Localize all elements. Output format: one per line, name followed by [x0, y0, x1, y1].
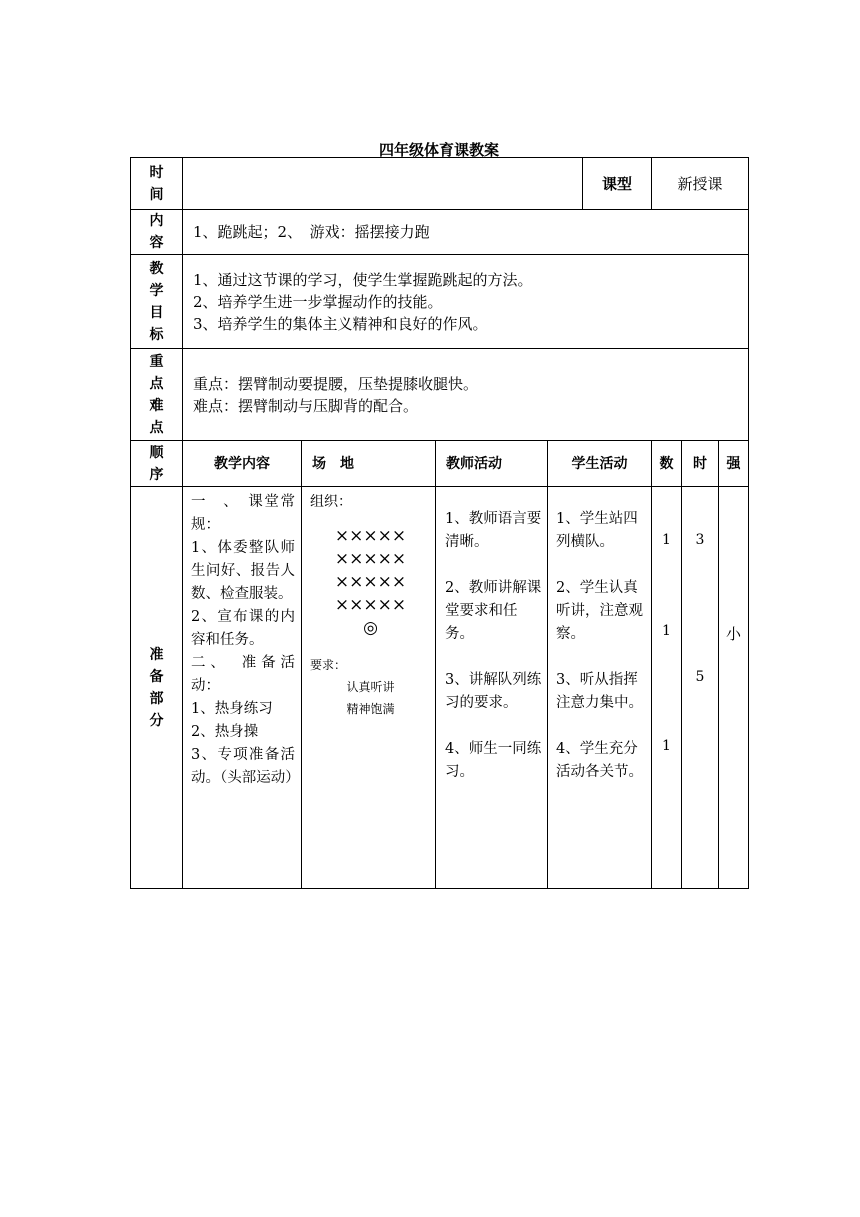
requirements — [310, 676, 431, 720]
content-item: 二、 准备活动： — [191, 655, 295, 694]
content-item: 2、热身操 — [191, 724, 259, 740]
goal-line: 2、培养学生进一步掌握动作的技能。 — [193, 292, 443, 311]
count-value: 1 — [662, 532, 671, 548]
formation-row: ××××× — [334, 572, 407, 592]
student-activity-header: 学生活动 — [548, 441, 652, 487]
student-activity-item: 3、听从指挥注意力集中。 — [556, 672, 643, 711]
prep-teaching-content — [183, 487, 302, 889]
time-value-area — [183, 158, 652, 210]
keypoint-line: 重点：摆臂制动要提腰，压垫提膝收腿快。 — [193, 374, 479, 393]
teacher-activity-item: 1、教师语言要清晰。 — [445, 511, 542, 550]
student-activity-item: 1、学生站四列横队。 — [556, 511, 638, 550]
content-item: 1、热身练习 — [191, 701, 273, 717]
keypoints-label: 重 点 难 点 — [131, 349, 183, 441]
goals-value — [183, 255, 749, 349]
prep-student-activity — [548, 487, 652, 889]
goal-line: 1、通过这节课的学习，使学生掌握跪跳起的方法。 — [193, 270, 533, 289]
student-activity-item: 4、学生充分活动各关节。 — [556, 741, 643, 780]
goals-label: 教 学 目 标 — [131, 255, 183, 349]
goals-row — [131, 255, 749, 349]
requirement-line: 精神饱满 — [346, 702, 395, 716]
prep-label: 准 备 部 分 — [131, 487, 183, 889]
content-label: 内 容 — [131, 210, 183, 255]
intensity-value: 小 — [726, 625, 742, 643]
goal-line: 3、培养学生的集体主义精神和良好的作风。 — [193, 314, 488, 333]
count-value: 1 — [662, 738, 671, 754]
prep-intensity — [719, 487, 749, 889]
requirement-label: 要求： — [310, 658, 347, 672]
teacher-activity-item: 4、师生一同练习。 — [445, 741, 542, 780]
prep-teacher-activity — [436, 487, 548, 889]
prep-time — [682, 487, 719, 889]
time-row — [131, 158, 749, 210]
time-value — [183, 158, 582, 209]
content-row — [131, 210, 749, 255]
teacher-activity-header: 教师活动 — [436, 441, 548, 487]
content-item: 2、宣布课的内容和任务。 — [191, 609, 295, 648]
prep-count — [652, 487, 682, 889]
time-value: 3 — [695, 532, 705, 548]
content-item: 3、专项准备活动。（头部运动） — [191, 747, 300, 786]
formation-row: ××××× — [334, 595, 407, 615]
count-value: 1 — [662, 623, 671, 639]
lesson-plan-table — [130, 157, 749, 889]
teacher-activity-item: 3、讲解队列练习的要求。 — [445, 672, 542, 711]
keypoints-row — [131, 349, 749, 441]
requirement-line: 认真听讲 — [346, 680, 395, 694]
column-header-row — [131, 441, 749, 487]
content-item: 1、体委整队师生问好、报告人数、检查服装。 — [191, 540, 295, 602]
formation — [310, 525, 431, 640]
prep-venue — [302, 487, 436, 889]
venue-header: 场 地 — [302, 441, 436, 487]
keypoint-line: 难点：摆臂制动与压脚背的配合。 — [193, 396, 419, 415]
content-item: 一 、 课堂常规： — [191, 494, 295, 533]
lesson-type-value: 新授课 — [652, 158, 749, 210]
teacher-position-mark: ◎ — [363, 618, 378, 638]
time-label: 时 间 — [131, 158, 183, 210]
time-value: 5 — [695, 669, 705, 685]
teacher-activity-item: 2、教师讲解课堂要求和任务。 — [445, 580, 542, 642]
page-title: 四年级体育课教案 — [378, 141, 499, 159]
order-header: 顺 序 — [131, 441, 183, 487]
formation-row: ××××× — [334, 549, 407, 569]
content-value: 1、跪跳起；2、 游戏：摇摆接力跑 — [183, 210, 749, 255]
intensity-header: 强 — [719, 441, 749, 487]
teaching-content-header: 教学内容 — [183, 441, 302, 487]
lesson-type-label: 课型 — [582, 158, 651, 209]
org-label: 组织： — [310, 494, 352, 510]
prep-row — [131, 487, 749, 889]
count-header: 数 — [652, 441, 682, 487]
student-activity-item: 2、学生认真听讲，注意观察。 — [556, 580, 643, 642]
time-header: 时 — [682, 441, 719, 487]
keypoints-value — [183, 349, 749, 441]
formation-row: ××××× — [334, 526, 407, 546]
